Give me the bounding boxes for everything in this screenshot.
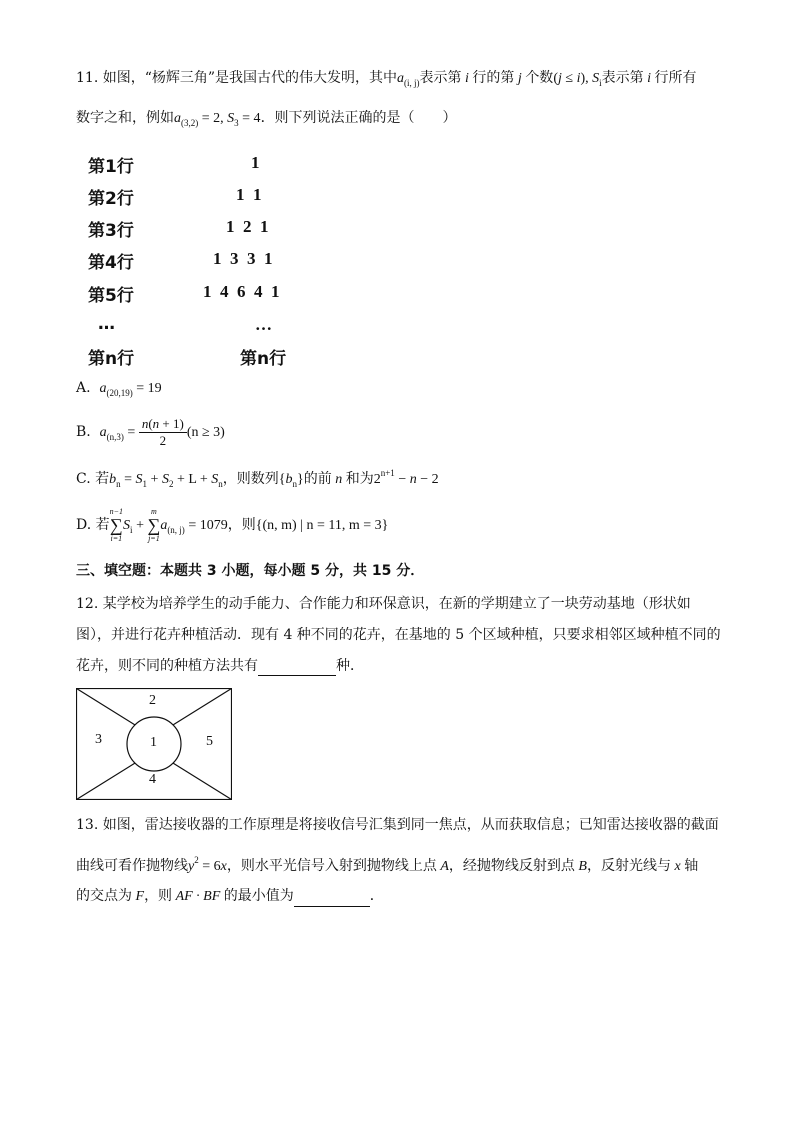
row-label-ellipsis: … xyxy=(98,314,115,334)
row-label-n: 第n行 xyxy=(88,349,135,369)
q11-line2: 数字之和，例如$a_{(3,2)} = 2$, $S_3 = 4$．则下列说法正确的是（ ） xyxy=(76,110,457,128)
triangle-row-ellipsis: … xyxy=(255,315,272,334)
q12-region-diagram xyxy=(76,688,232,800)
q12-line1: 12. 某学校为培养学生的动手能力、合作能力和环保意识，在新的学期建立了一块劳动基地（形状如 xyxy=(76,596,691,612)
row-label-4: 第4行 xyxy=(88,253,134,273)
diag-bottom-right xyxy=(173,763,231,799)
q12-answer-blank[interactable] xyxy=(258,661,336,676)
region-label-2: 2 xyxy=(149,693,156,708)
row-label-5: 第5行 xyxy=(88,286,134,306)
region-label-3: 3 xyxy=(95,732,102,747)
row-label-1: 第1行 xyxy=(88,157,134,177)
q11-option-a: A. $a_{(20,19)} = 19$ xyxy=(76,380,162,398)
row-label-2: 第2行 xyxy=(88,189,134,209)
q12-line2: 图），并进行花卉种植活动．现有 4 种不同的花卉，在基地的 5 个区域种植，只要求相邻区域种植不同的 xyxy=(76,627,721,643)
triangle-row-3: 1 2 1 xyxy=(226,217,269,236)
triangle-row-1: 1 xyxy=(251,153,260,172)
q11-option-b: B. $a_{(n,3)}$ = $\frac{n(n + 1)}{2}$ (n ≥ 3) xyxy=(76,415,225,448)
q12-line3: 花卉，则不同的种植方法共有 种． xyxy=(76,658,364,674)
sum-operator-1: n−1 ∑ i=1 xyxy=(109,507,124,543)
diag-top-right xyxy=(173,689,231,725)
q11-option-d: D. 若 n−1 ∑ i=1 $S_i$ + m ∑ j=1 $a_{(n, j)} = 1079$，则{(n, m) | n = 11, m = 3} xyxy=(76,507,389,543)
row-label-3: 第3行 xyxy=(88,221,134,241)
q13-answer-blank[interactable] xyxy=(294,892,370,907)
triangle-row-4: 1 3 3 1 xyxy=(213,249,273,268)
q13-line1: 13. 如图，雷达接收器的工作原理是将接收信号汇集到同一焦点，从而获取信息；已知雷达接收器的截面 xyxy=(76,817,719,833)
q11-line1: 11. 如图，“杨辉三角”是我国古代的伟大发明，其中$a_{(i, j)}$表示第 i 行的第 j 个数(j ≤ i), $S_i$表示第 i 行所有 xyxy=(76,70,697,88)
diag-bottom-left xyxy=(77,763,135,799)
region-label-5: 5 xyxy=(206,734,213,749)
q11-option-c: C. 若$b_n = S_1 + S_2 + L + S_n$，则数列$\{b_n\}$的前 n 和为$2^{n+1} - n - 2$ xyxy=(76,468,439,489)
region-label-4: 4 xyxy=(149,772,156,787)
triangle-row-2: 1 1 xyxy=(236,185,262,204)
sum-operator-2: m ∑ j=1 xyxy=(147,507,161,543)
section-3-header: 三、填空题：本题共 3 小题，每小题 5 分，共 15 分． xyxy=(76,563,425,579)
triangle-row-n: 第n行 xyxy=(240,349,287,369)
q13-line2: 曲线可看作抛物线$y^2 = 6x$，则水平光信号入射到抛物线上点 A，经抛物线反射到点 B，反射光线与 x 轴 xyxy=(76,855,699,874)
fraction-n-n1-over-2: $\frac{n(n + 1)}{2}$ xyxy=(139,416,187,449)
diag-top-left xyxy=(77,689,135,725)
q13-line3: 的交点为 F，则 AF · BF 的最小值为 ． xyxy=(76,886,384,907)
triangle-row-5: 1 4 6 4 1 xyxy=(203,282,280,301)
region-label-1: 1 xyxy=(150,735,157,750)
